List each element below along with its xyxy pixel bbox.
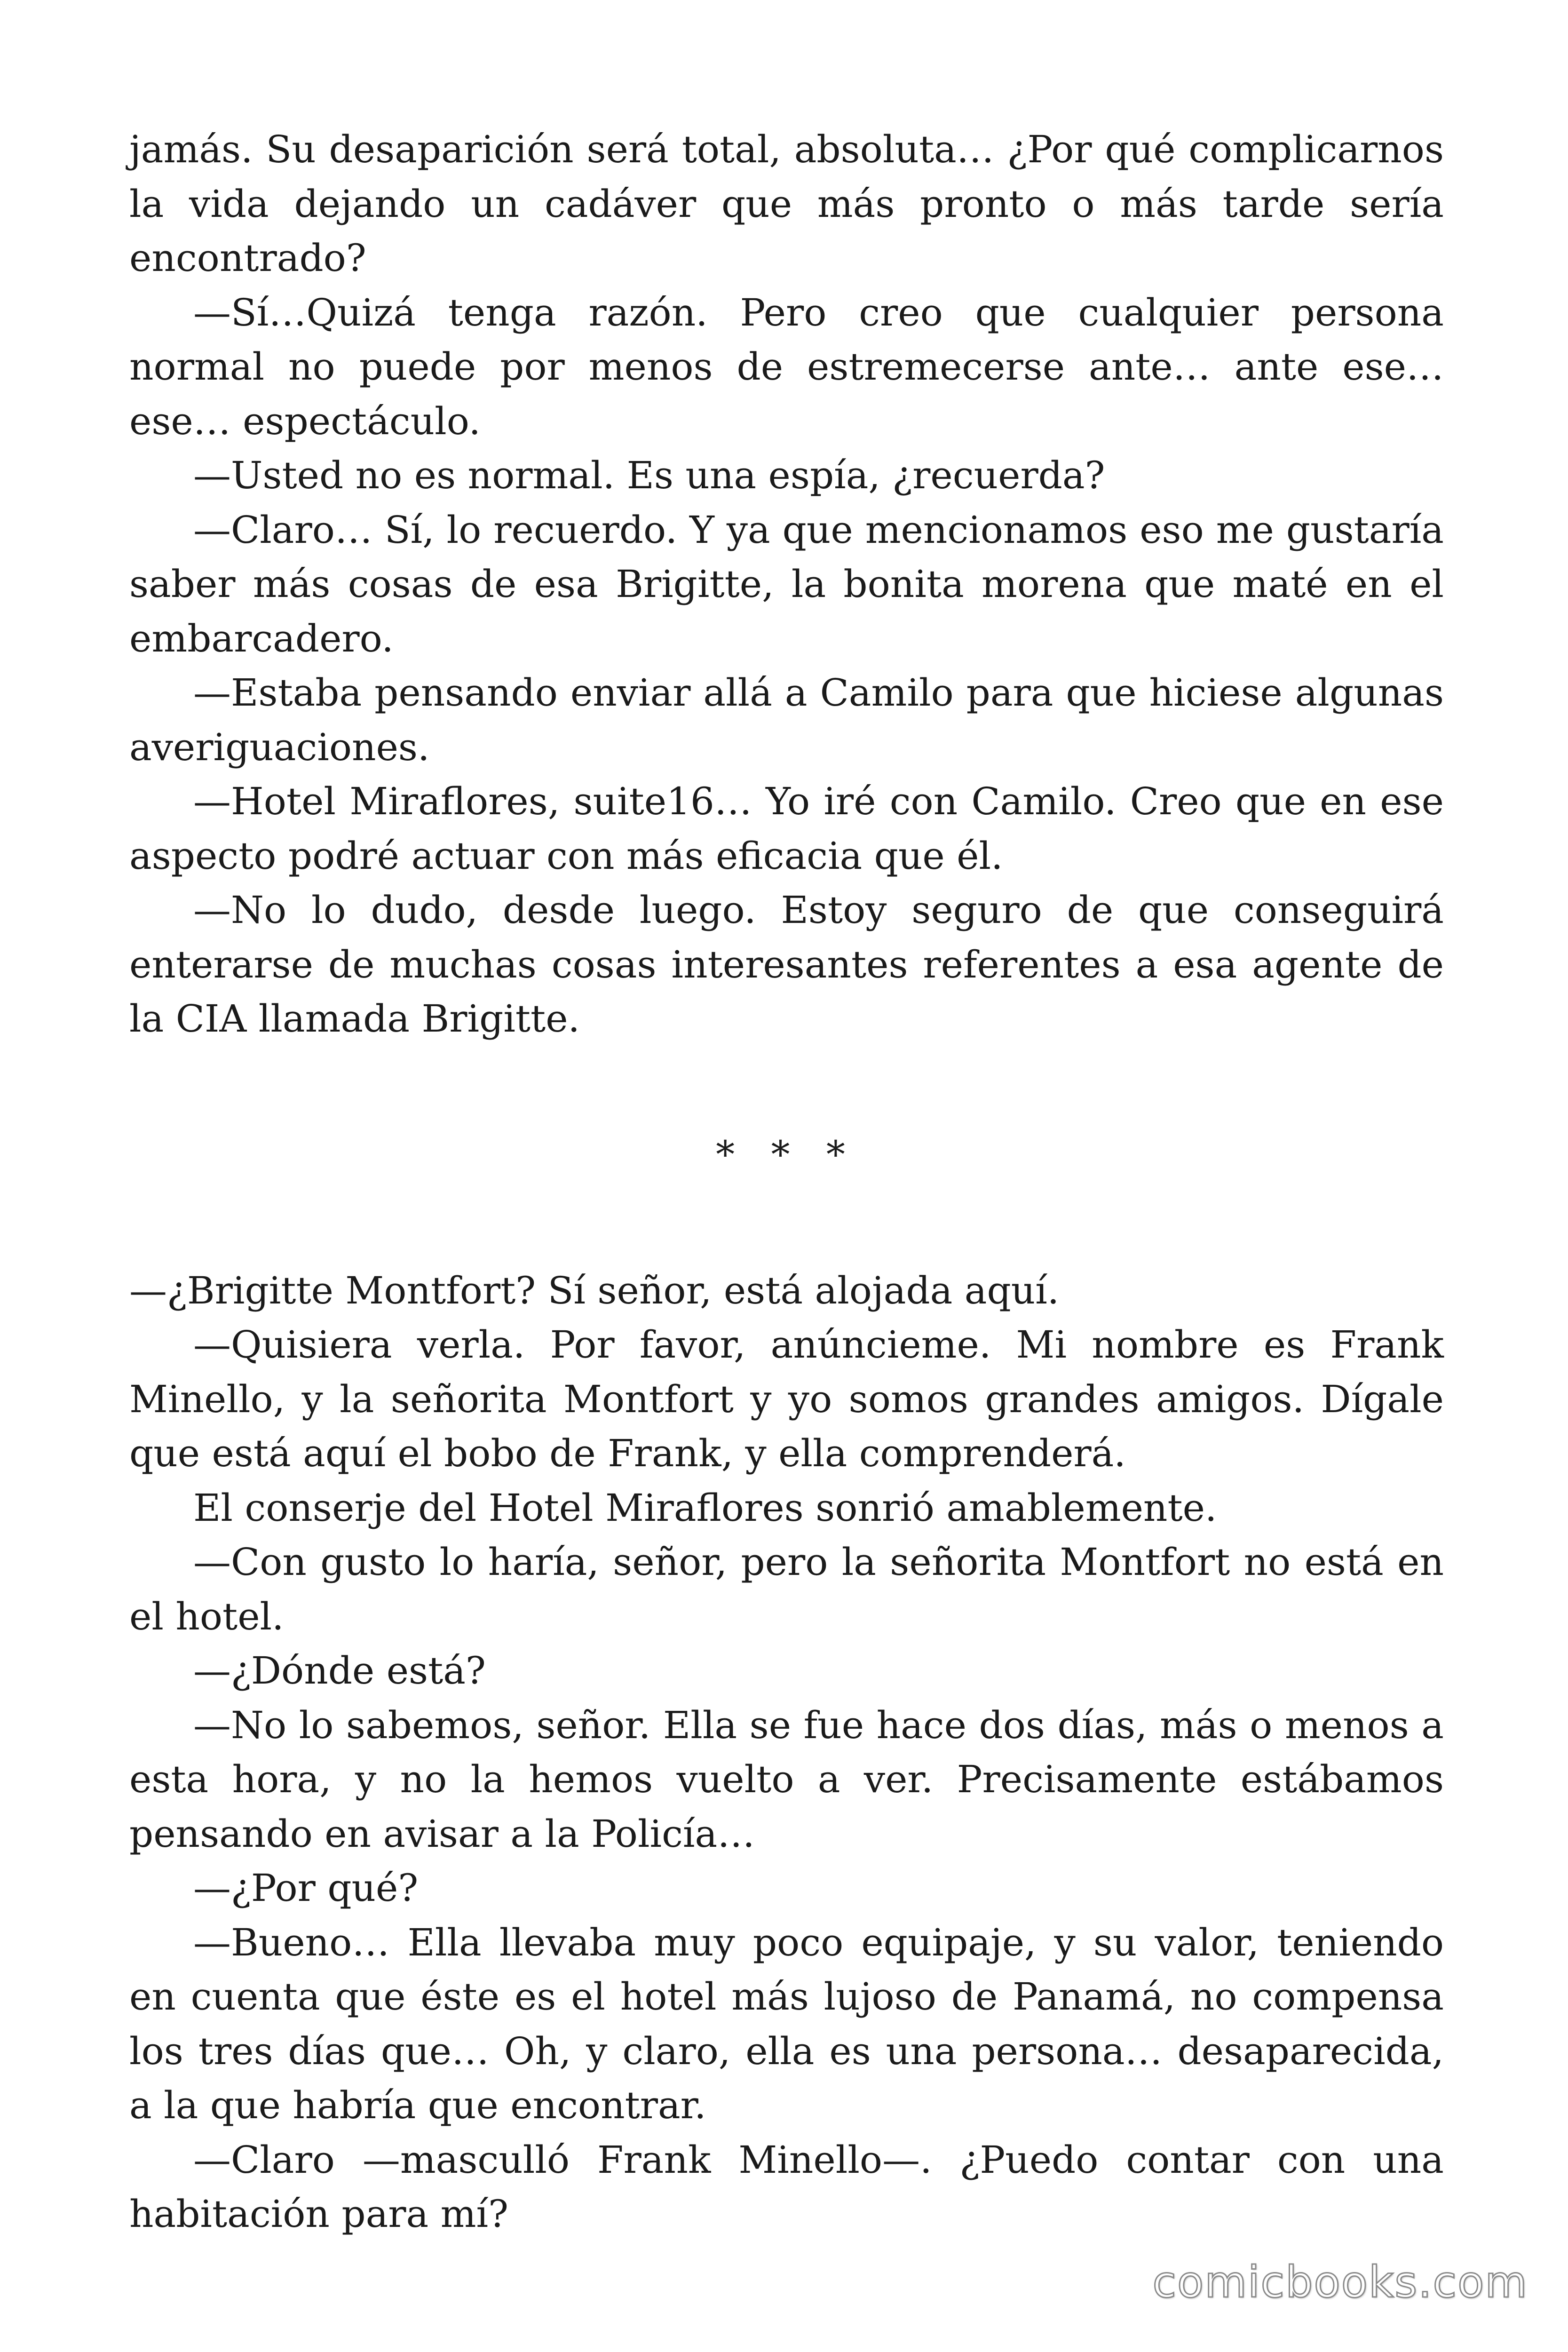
paragraph: —Bueno… Ella llevaba muy poco equipaje, y su valor, teniendo en cuenta que éste es el hotel más lujoso de Panamá, no compensa los tres días que… Oh, y claro, ella es una persona… desaparecida, a la que habría que encontrar. (129, 1920, 1444, 2127)
paragraph: —Claro… Sí, lo recuerdo. Y ya que mencionamos eso me gustaría saber más cosas de esa Brigitte, la bonita morena que maté en el embarcadero. (129, 508, 1444, 660)
paragraph: —Estaba pensando enviar allá a Camilo para que hiciese algunas averiguaciones. (129, 671, 1444, 769)
book-page (129, 122, 1444, 2241)
paragraph: —Quisiera verla. Por favor, anúncieme. Mi nombre es Frank Minello, y la señorita Montfort y yo somos grandes amigos. Dígale que está aquí el bobo de Frank, y ella comprenderá. (129, 1323, 1444, 1475)
paragraph: —¿Por qué? (193, 1866, 419, 1910)
watermark: comicbooks.com (1152, 2257, 1528, 2307)
paragraph: —¿Brigitte Montfort? Sí señor, está alojada aquí. (129, 1268, 1060, 1312)
paragraph: —¿Dónde está? (193, 1649, 486, 1692)
paragraph: jamás. Su desaparición será total, absoluta… ¿Por qué complicarnos la vida dejando un cadáver que más pronto o más tarde sería encontrado? (129, 127, 1444, 280)
paragraph: —Usted no es normal. Es una espía, ¿recuerda? (193, 453, 1105, 497)
paragraph: —Sí…Quizá tenga razón. Pero creo que cualquier persona normal no puede por menos de estremecerse ante… ante ese… ese… espectáculo. (129, 290, 1444, 443)
paragraph: —Claro —masculló Frank Minello—. ¿Puedo contar con una habitación para mí? (129, 2137, 1444, 2236)
scene-separator: * * * (716, 1133, 857, 1176)
paragraph: El conserje del Hotel Miraflores sonrió amablemente. (193, 1486, 1217, 1530)
paragraph: —No lo dudo, desde luego. Estoy seguro de que conseguirá enterarse de muchas cosas interesantes referentes a esa agente de la CIA llamada Brigitte. (129, 888, 1444, 1041)
paragraph: —Hotel Miraflores, suite16… Yo iré con Camilo. Creo que en ese aspecto podré actuar con más eficacia que él. (129, 779, 1444, 878)
paragraph: —Con gusto lo haría, señor, pero la señorita Montfort no está en el hotel. (129, 1540, 1444, 1638)
paragraph: —No lo sabemos, señor. Ella se fue hace dos días, más o menos a esta hora, y no la hemos vuelto a ver. Precisamente estábamos pensando en avisar a la Policía… (129, 1703, 1444, 1856)
